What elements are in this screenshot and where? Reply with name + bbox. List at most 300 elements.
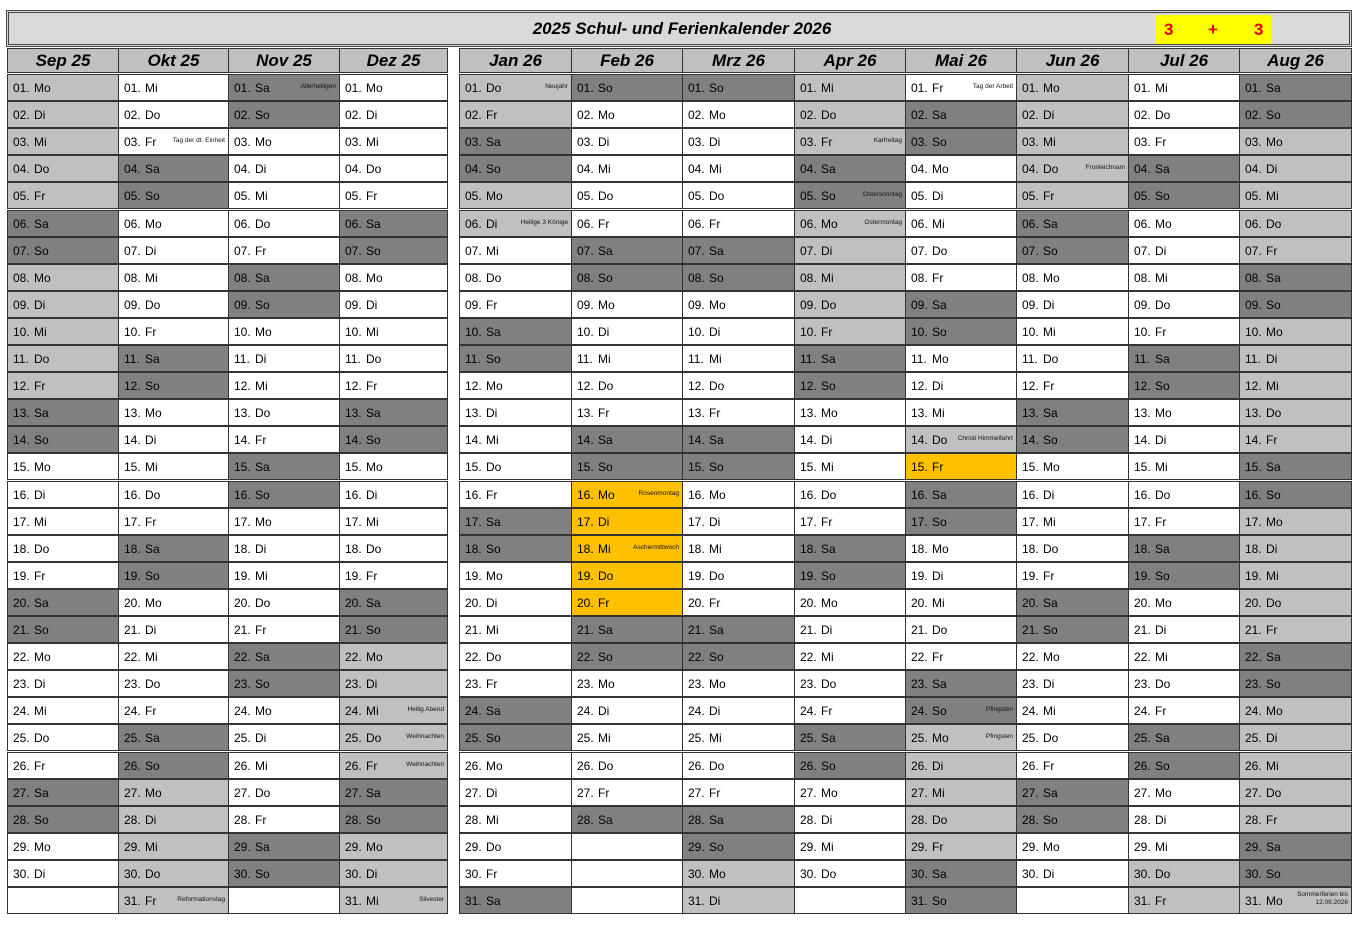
day-number: 14. xyxy=(688,433,705,448)
day-number: 24. xyxy=(234,704,251,719)
weekday-label: Fr xyxy=(709,595,721,610)
weekday-label: Do xyxy=(1043,352,1059,366)
day-cell xyxy=(1128,426,1240,453)
day-cell xyxy=(1016,155,1129,182)
weekday-label: Fr xyxy=(598,216,610,231)
day-cell xyxy=(1016,182,1129,209)
holiday-note: Heilig Abend xyxy=(407,706,444,714)
day-number: 05. xyxy=(345,189,362,204)
day-number: 25. xyxy=(577,731,594,746)
day-cell xyxy=(571,345,683,372)
weekday-label: Mo xyxy=(598,487,615,502)
weekday-label: Sa xyxy=(1266,650,1281,665)
weekday-label: Di xyxy=(486,406,498,421)
day-number: 12. xyxy=(13,379,30,394)
weekday-label: Mo xyxy=(255,704,272,719)
weekday-label: Mo xyxy=(1043,839,1060,854)
day-number: 13. xyxy=(13,406,30,421)
badge-plus: + xyxy=(1208,20,1218,39)
weekday-label: Sa xyxy=(1266,460,1281,475)
day-number: 14. xyxy=(911,433,928,448)
day-cell xyxy=(1128,616,1240,643)
day-cell xyxy=(1128,860,1240,887)
day-number: 17. xyxy=(800,514,817,529)
day-cell xyxy=(118,453,229,480)
weekday-label: Mo xyxy=(486,379,503,394)
day-number: 14. xyxy=(1022,433,1039,448)
day-number: 27. xyxy=(1022,785,1039,800)
day-number: 22. xyxy=(1245,650,1262,665)
weekday-label: Fr xyxy=(821,704,833,719)
weekday-label: Mo xyxy=(821,785,838,800)
holiday-note: Pfingsten xyxy=(985,706,1013,714)
weekday-label: Mo xyxy=(145,406,162,421)
day-cell xyxy=(794,589,906,616)
weekday-label: Mo xyxy=(255,324,272,339)
day-cell xyxy=(571,182,683,209)
day-number: 16. xyxy=(800,487,817,502)
day-cell xyxy=(682,589,795,616)
weekday-label: Mi xyxy=(932,216,945,231)
day-cell xyxy=(1239,860,1352,887)
weekday-label: Mi xyxy=(598,352,611,366)
day-number: 23. xyxy=(1134,677,1151,692)
day-number: 26. xyxy=(577,758,594,773)
weekday-label: Mi xyxy=(1155,270,1168,285)
day-number: 20. xyxy=(465,595,482,610)
holiday-note: Sommerferien bis 12.09.2026 xyxy=(1297,891,1348,906)
weekday-label: Mi xyxy=(709,731,722,746)
day-number: 01. xyxy=(688,81,705,95)
day-number: 18. xyxy=(688,541,705,556)
day-number: 24. xyxy=(1134,704,1151,719)
weekday-label: Di xyxy=(366,677,378,692)
weekday-label: Mi xyxy=(1266,379,1279,394)
day-cell xyxy=(118,616,229,643)
weekday-label: Fr xyxy=(598,785,610,800)
weekday-label: Mi xyxy=(932,595,945,610)
day-number: 02. xyxy=(124,108,141,123)
day-number: 20. xyxy=(1134,595,1151,610)
day-number: 17. xyxy=(1022,514,1039,529)
weekday-label: Do xyxy=(1043,162,1059,177)
day-number: 21. xyxy=(234,623,251,637)
weekday-label: Mi xyxy=(1266,758,1279,773)
day-cell xyxy=(682,752,795,779)
day-number: 25. xyxy=(911,731,928,746)
weekday-label: Sa xyxy=(932,866,947,881)
weekday-label: Fr xyxy=(486,108,498,123)
weekday-label: So xyxy=(1266,297,1281,312)
weekday-label: Di xyxy=(1155,623,1167,637)
weekday-label: Mo xyxy=(932,162,949,177)
day-number: 30. xyxy=(1022,866,1039,881)
weekday-label: Do xyxy=(709,379,725,394)
day-cell xyxy=(905,155,1017,182)
weekday-label: Sa xyxy=(366,406,381,421)
weekday-label: Fr xyxy=(486,866,498,881)
day-cell xyxy=(339,860,448,887)
day-cell xyxy=(118,74,229,101)
weekday-label: Do xyxy=(486,650,502,665)
day-number: 23. xyxy=(1245,677,1262,692)
empty-day-cell xyxy=(7,887,119,914)
weekday-label: So xyxy=(1266,487,1281,502)
weekday-label: Di xyxy=(932,189,944,204)
day-number: 27. xyxy=(124,785,141,800)
month-header: Aug 26 xyxy=(1239,48,1352,73)
school-holiday-badge xyxy=(1156,15,1271,44)
day-number: 05. xyxy=(1245,189,1262,204)
day-cell xyxy=(1239,372,1352,399)
day-cell xyxy=(1128,779,1240,806)
day-number: 19. xyxy=(465,568,482,583)
day-cell xyxy=(118,752,229,779)
day-number: 14. xyxy=(577,433,594,448)
day-cell xyxy=(459,779,572,806)
day-cell xyxy=(118,589,229,616)
day-cell xyxy=(1128,806,1240,833)
day-cell xyxy=(905,210,1017,237)
day-number: 26. xyxy=(465,758,482,773)
day-number: 27. xyxy=(465,785,482,800)
weekday-label: So xyxy=(932,135,947,150)
month-header: Mrz 26 xyxy=(682,48,795,73)
day-number: 23. xyxy=(800,677,817,692)
day-number: 03. xyxy=(800,135,817,150)
holiday-note: Heilige 3 Könige xyxy=(520,218,568,226)
weekday-label: Do xyxy=(34,541,50,556)
weekday-label: Fr xyxy=(486,487,498,502)
day-number: 02. xyxy=(800,108,817,123)
day-cell xyxy=(228,508,340,535)
weekday-label: So xyxy=(932,704,947,719)
weekday-label: So xyxy=(486,731,501,746)
day-cell xyxy=(682,887,795,914)
day-number: 01. xyxy=(1022,81,1039,95)
day-number: 30. xyxy=(800,866,817,881)
weekday-label: Sa xyxy=(1155,162,1170,177)
day-number: 22. xyxy=(13,650,30,665)
day-number: 18. xyxy=(345,541,362,556)
weekday-label: Mo xyxy=(1043,270,1060,285)
day-number: 22. xyxy=(345,650,362,665)
weekday-label: Mo xyxy=(598,677,615,692)
day-cell xyxy=(1239,508,1352,535)
day-cell xyxy=(228,291,340,318)
weekday-label: Sa xyxy=(1043,216,1058,231)
weekday-label: Mi xyxy=(821,81,834,95)
weekday-label: Do xyxy=(145,297,161,312)
day-number: 08. xyxy=(13,270,30,285)
day-cell xyxy=(794,182,906,209)
weekday-label: Sa xyxy=(1155,541,1170,556)
day-cell xyxy=(339,697,448,724)
weekday-label: Mo xyxy=(366,839,383,854)
day-cell xyxy=(1239,155,1352,182)
day-cell xyxy=(339,399,448,426)
day-number: 20. xyxy=(911,595,928,610)
day-cell xyxy=(794,372,906,399)
weekday-label: Sa xyxy=(34,595,49,610)
day-cell xyxy=(571,101,683,128)
day-cell xyxy=(794,345,906,372)
weekday-label: Fr xyxy=(1043,568,1055,583)
weekday-label: Mo xyxy=(1266,704,1283,719)
day-number: 23. xyxy=(1022,677,1039,692)
weekday-label: Fr xyxy=(709,216,721,231)
day-cell xyxy=(1016,210,1129,237)
weekday-label: Mo xyxy=(34,270,51,285)
day-number: 06. xyxy=(234,216,251,231)
day-number: 16. xyxy=(911,487,928,502)
weekday-label: So xyxy=(145,189,160,204)
weekday-label: So xyxy=(255,677,270,692)
weekday-label: Mi xyxy=(145,650,158,665)
day-number: 05. xyxy=(124,189,141,204)
weekday-label: So xyxy=(821,379,836,394)
weekday-label: Mo xyxy=(366,650,383,665)
day-cell xyxy=(682,724,795,751)
weekday-label: Mo xyxy=(486,568,503,583)
weekday-label: Sa xyxy=(145,162,160,177)
day-cell xyxy=(1128,264,1240,291)
day-number: 20. xyxy=(1245,595,1262,610)
day-number: 28. xyxy=(234,812,251,827)
day-cell xyxy=(1128,508,1240,535)
day-number: 09. xyxy=(234,297,251,312)
day-number: 14. xyxy=(1245,433,1262,448)
day-number: 22. xyxy=(1134,650,1151,665)
day-number: 25. xyxy=(345,731,362,746)
title-bar xyxy=(6,10,1352,47)
day-cell xyxy=(1016,752,1129,779)
weekday-label: Do xyxy=(821,487,837,502)
weekday-label: Do xyxy=(255,406,271,421)
day-number: 04. xyxy=(1022,162,1039,177)
day-number: 25. xyxy=(688,731,705,746)
day-number: 30. xyxy=(688,866,705,881)
weekday-label: Sa xyxy=(145,541,160,556)
day-number: 08. xyxy=(911,270,928,285)
weekday-label: Mo xyxy=(34,650,51,665)
day-number: 17. xyxy=(124,514,141,529)
day-number: 02. xyxy=(234,108,251,123)
day-cell xyxy=(682,508,795,535)
day-cell xyxy=(118,508,229,535)
day-cell xyxy=(339,616,448,643)
month-header: Apr 26 xyxy=(794,48,906,73)
weekday-label: Fr xyxy=(598,595,610,610)
weekday-label: Mo xyxy=(366,270,383,285)
day-number: 01. xyxy=(465,81,482,95)
weekday-label: Do xyxy=(598,758,614,773)
day-cell xyxy=(7,752,119,779)
day-cell xyxy=(118,399,229,426)
day-cell xyxy=(459,833,572,860)
day-cell xyxy=(339,345,448,372)
day-cell xyxy=(1239,426,1352,453)
day-number: 23. xyxy=(465,677,482,692)
day-cell xyxy=(118,562,229,589)
day-number: 10. xyxy=(800,324,817,339)
day-number: 13. xyxy=(1022,406,1039,421)
weekday-label: Do xyxy=(932,243,948,258)
day-cell xyxy=(7,643,119,670)
day-number: 11. xyxy=(911,352,927,366)
day-number: 07. xyxy=(911,243,928,258)
day-cell xyxy=(7,806,119,833)
day-number: 26. xyxy=(911,758,928,773)
day-number: 31. xyxy=(1245,894,1262,908)
holiday-note: Weihnachten xyxy=(406,760,444,768)
weekday-label: Mo xyxy=(366,460,383,475)
holiday-note: Aschermittwoch xyxy=(633,543,679,551)
holiday-note: Silvester xyxy=(419,896,444,903)
day-cell xyxy=(118,426,229,453)
day-number: 21. xyxy=(13,623,30,637)
day-number: 11. xyxy=(124,352,140,366)
day-number: 12. xyxy=(465,379,482,394)
day-cell xyxy=(459,535,572,562)
day-number: 23. xyxy=(345,677,362,692)
empty-day-cell xyxy=(571,887,683,914)
day-number: 02. xyxy=(345,108,362,123)
weekday-label: Di xyxy=(821,433,833,448)
day-cell xyxy=(1128,291,1240,318)
weekday-label: Do xyxy=(1155,108,1171,123)
day-number: 07. xyxy=(124,243,141,258)
day-number: 07. xyxy=(13,243,30,258)
day-number: 19. xyxy=(800,568,817,583)
day-cell xyxy=(228,128,340,155)
month-header: Feb 26 xyxy=(571,48,683,73)
day-number: 29. xyxy=(465,839,482,854)
day-number: 15. xyxy=(345,460,362,475)
weekday-label: Di xyxy=(1043,866,1055,881)
day-cell xyxy=(228,697,340,724)
weekday-label: Mi xyxy=(486,243,499,258)
weekday-label: Fr xyxy=(1266,623,1278,637)
day-cell xyxy=(571,155,683,182)
day-cell xyxy=(459,806,572,833)
day-cell xyxy=(1128,535,1240,562)
day-cell xyxy=(228,670,340,697)
day-number: 17. xyxy=(577,514,594,529)
day-cell xyxy=(459,237,572,264)
day-cell xyxy=(118,697,229,724)
day-number: 08. xyxy=(345,270,362,285)
day-number: 18. xyxy=(911,541,928,556)
day-cell xyxy=(571,210,683,237)
day-cell xyxy=(228,589,340,616)
weekday-label: Fr xyxy=(1043,758,1055,773)
day-number: 13. xyxy=(800,406,817,421)
weekday-label: Mo xyxy=(34,839,51,854)
weekday-label: Do xyxy=(486,460,502,475)
weekday-label: Mo xyxy=(1043,460,1060,475)
day-cell xyxy=(459,372,572,399)
day-number: 22. xyxy=(800,650,817,665)
day-cell xyxy=(905,345,1017,372)
weekday-label: Sa xyxy=(932,108,947,123)
day-cell xyxy=(339,481,448,508)
day-cell xyxy=(459,210,572,237)
weekday-label: Mo xyxy=(486,758,503,773)
day-number: 23. xyxy=(688,677,705,692)
weekday-label: Mo xyxy=(145,595,162,610)
holiday-note: Fronleichnam xyxy=(1085,164,1125,172)
day-cell xyxy=(339,752,448,779)
day-number: 06. xyxy=(1022,216,1039,231)
weekday-label: Fr xyxy=(366,189,378,204)
day-cell xyxy=(118,724,229,751)
day-number: 04. xyxy=(1134,162,1151,177)
day-number: 05. xyxy=(688,189,705,204)
weekday-label: Fr xyxy=(932,650,944,665)
day-cell xyxy=(459,508,572,535)
weekday-label: Sa xyxy=(486,324,501,339)
day-cell xyxy=(682,806,795,833)
holiday-note: Tag der dt. Einheit xyxy=(172,137,225,145)
day-cell xyxy=(905,481,1017,508)
day-number: 25. xyxy=(465,731,482,746)
day-number: 28. xyxy=(1245,812,1262,827)
day-number: 28. xyxy=(465,812,482,827)
day-number: 10. xyxy=(1245,324,1262,339)
day-number: 19. xyxy=(345,568,362,583)
day-cell xyxy=(7,426,119,453)
day-cell xyxy=(682,670,795,697)
day-number: 18. xyxy=(1134,541,1151,556)
day-number: 24. xyxy=(911,704,928,719)
day-cell xyxy=(1016,860,1129,887)
weekday-label: Fr xyxy=(145,324,157,339)
weekday-label: Do xyxy=(145,866,161,881)
day-number: 12. xyxy=(1134,379,1151,394)
day-cell xyxy=(1239,670,1352,697)
weekday-label: Di xyxy=(932,379,944,394)
weekday-label: Mo xyxy=(145,216,162,231)
weekday-label: So xyxy=(34,623,49,637)
day-cell xyxy=(118,345,229,372)
day-cell xyxy=(1016,589,1129,616)
weekday-label: So xyxy=(366,812,381,827)
day-cell xyxy=(118,643,229,670)
weekday-label: Sa xyxy=(145,731,160,746)
day-number: 24. xyxy=(688,704,705,719)
weekday-label: Sa xyxy=(366,216,381,231)
day-number: 25. xyxy=(1022,731,1039,746)
weekday-label: Fr xyxy=(709,406,721,421)
day-cell xyxy=(794,508,906,535)
weekday-label: Do xyxy=(821,297,837,312)
day-number: 16. xyxy=(124,487,141,502)
day-number: 10. xyxy=(13,324,30,339)
day-cell xyxy=(905,643,1017,670)
day-cell xyxy=(339,670,448,697)
day-cell xyxy=(1239,74,1352,101)
weekday-label: Di xyxy=(255,162,267,177)
day-cell xyxy=(1239,616,1352,643)
empty-day-cell xyxy=(1016,887,1129,914)
weekday-label: So xyxy=(1266,677,1281,692)
day-cell xyxy=(459,562,572,589)
weekday-label: So xyxy=(1043,623,1058,637)
day-cell xyxy=(7,724,119,751)
day-cell xyxy=(794,481,906,508)
day-cell xyxy=(339,535,448,562)
